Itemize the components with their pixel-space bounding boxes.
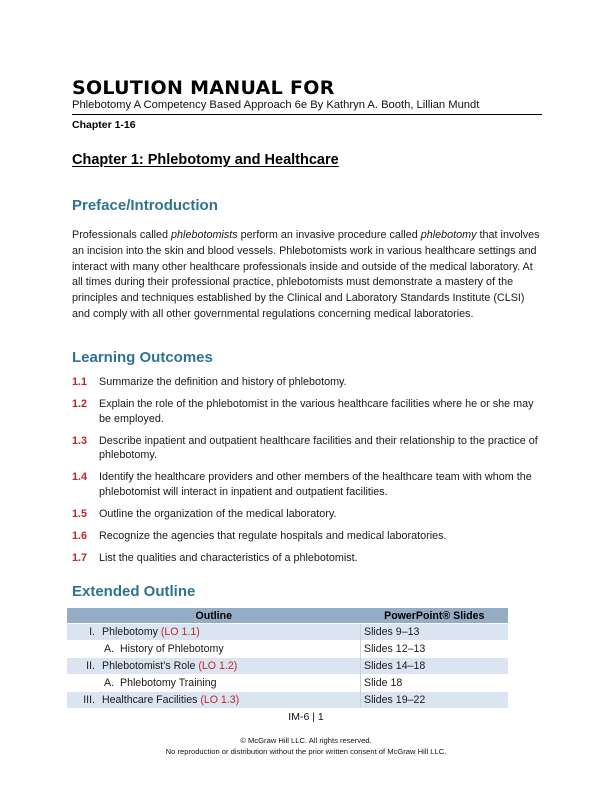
book-subtitle: Phlebotomy A Competency Based Approach 6e By Kathryn A. Booth, Lillian Mundt [72,99,480,111]
outcome-text: Outline the organization of the medical laboratory. [99,508,337,521]
page-number: IM-6 | 1 [288,711,324,723]
outline-letter: A. [104,643,115,655]
outcome-number: 1.4 [72,471,88,484]
outline-topic: Phlebotomy (LO 1.1) [99,624,361,641]
outcome-text: Describe inpatient and outpatient healthcare facilities and their relationship to the practice of phlebotomy. [99,434,538,462]
table-row [67,675,508,692]
slide-range: Slides 12–13 [361,641,509,658]
slide-range: Slides 9–13 [361,624,509,641]
outcome-number: 1.6 [72,530,88,543]
outline-letter: A. [104,677,115,689]
slide-range: Slides 14–18 [361,658,509,675]
outcome-number: 1.2 [72,398,88,411]
outcome-text: Summarize the definition and history of phlebotomy. [99,376,347,388]
term-phlebotomy: phlebotomy [420,229,477,241]
list-item [72,397,542,426]
outcome-text: List the qualities and characteristics of a phlebotomist. [99,552,358,565]
chapter-title: Chapter 1: Phlebotomy and Healthcare [72,152,339,168]
outline-table [67,608,508,708]
lo-reference: (LO 1.3) [200,694,240,706]
table-row [67,658,508,675]
table-row [67,692,508,709]
learning-outcomes-list [72,375,542,573]
copyright-footer [0,735,612,757]
slide-range: Slides 19–22 [361,692,509,709]
outcome-text: Explain the role of the phlebotomist in the various healthcare facilities where he or she may be employed. [99,398,534,425]
outline-topic: Healthcare Facilities (LO 1.3) [99,692,361,709]
list-item [72,507,542,522]
banner-divider [72,114,542,115]
extended-outline-heading: Extended Outline [72,583,196,600]
column-header-outline: Outline [67,608,361,624]
preface-paragraph: Professionals called phlebotomists perform an invasive procedure called phlebotomy that involves an incision into the skin and blood vessels. Phlebotomists work in various healthcare settings and interact with many other healthcare professionals inside and outside of the medical laboratory. At all times during their professional practice, phlebotomists must demonstrate a mastery of the principles and techniques established by the Clinical and Laboratory Standards Institute (CLSI) and comply with all other governmental regulations concerning medical laboratories. [72,229,540,320]
table-header-row [67,608,508,624]
copyright-line: © McGraw Hill LLC. All rights reserved. [240,736,372,745]
list-item [72,434,542,463]
table-row [67,641,508,658]
chapter-range: Chapter 1-16 [72,119,136,131]
lo-reference: (LO 1.2) [198,660,238,672]
outline-topic: Phlebotomist’s Role (LO 1.2) [99,658,361,675]
document-banner-title: SOLUTION MANUAL FOR [72,77,335,99]
outline-subtopic: A. Phlebotomy Training [99,675,361,692]
outline-numeral: III. [67,692,99,709]
outline-numeral: I. [67,624,99,641]
outcome-number: 1.3 [72,434,88,447]
preface-heading: Preface/Introduction [72,197,218,214]
column-header-slides: PowerPoint® Slides [361,608,509,624]
outcome-number: 1.1 [72,376,88,388]
list-item [72,551,542,566]
outcome-number: 1.7 [72,552,88,565]
learning-outcomes-heading: Learning Outcomes [72,349,213,366]
list-item [72,470,542,499]
list-item [72,375,542,390]
term-phlebotomists: phlebotomists [171,229,238,241]
outcome-text: Recognize the agencies that regulate hospitals and medical laboratories. [99,530,447,543]
slide-range: Slide 18 [361,675,509,692]
table-row [67,624,508,641]
reproduction-notice: No reproduction or distribution without the prior written consent of McGraw Hill LLC. [165,747,447,756]
outcome-number: 1.5 [72,508,88,521]
outcome-text: Identify the healthcare providers and other members of the healthcare team with whom the phlebotomist will interact in inpatient and outpatient facilities. [99,471,532,499]
outline-numeral: II. [67,658,99,675]
list-item [72,529,542,544]
lo-reference: (LO 1.1) [160,626,200,638]
outline-subtopic: A. History of Phlebotomy [99,641,361,658]
